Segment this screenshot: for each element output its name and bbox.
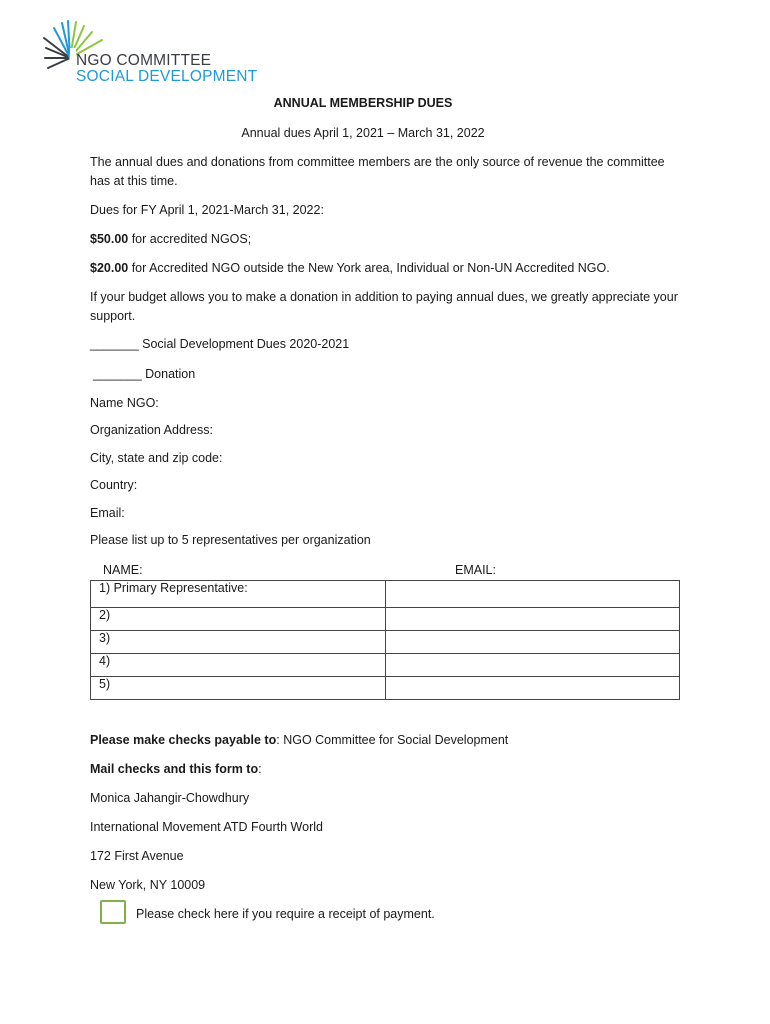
rep-name-cell-3[interactable]: 3) bbox=[91, 631, 386, 654]
table-name-header: NAME: bbox=[103, 563, 143, 577]
donation-note: If your budget allows you to make a donation in addition to paying annual dues, we greatly appreciate your support. bbox=[90, 290, 678, 323]
dues-desc-1: for accredited NGOS; bbox=[128, 232, 252, 246]
rep-name-cell-4[interactable]: 4) bbox=[91, 654, 386, 677]
rep-email-cell-1[interactable] bbox=[386, 581, 680, 608]
page-subtitle: Annual dues April 1, 2021 – March 31, 2022 bbox=[241, 126, 485, 140]
address-line-1: Monica Jahangir-Chowdhury bbox=[90, 791, 250, 805]
city-field[interactable]: City, state and zip code: bbox=[90, 451, 223, 465]
table-row bbox=[91, 677, 680, 700]
payable-line bbox=[90, 733, 508, 747]
rep-name-cell-5[interactable]: 5) bbox=[91, 677, 386, 700]
payable-label: Please make checks payable to bbox=[90, 733, 277, 747]
mail-label: Mail checks and this form to bbox=[90, 762, 259, 776]
rep-name-cell-2[interactable]: 2) bbox=[91, 608, 386, 631]
payable-value: NGO Committee for Social Development bbox=[283, 733, 509, 747]
table-email-header: EMAIL: bbox=[455, 563, 496, 577]
name-ngo-field[interactable]: Name NGO: bbox=[90, 396, 159, 410]
page-title: ANNUAL MEMBERSHIP DUES bbox=[273, 96, 453, 110]
dues-payment-line[interactable]: _______ Social Development Dues 2020-2021 bbox=[90, 337, 350, 351]
table-row bbox=[91, 654, 680, 677]
donation-line[interactable]: _______ Donation bbox=[93, 367, 196, 381]
logo-line-1: NGO COMMITTEE bbox=[76, 52, 212, 69]
dues-heading: Dues for FY April 1, 2021-March 31, 2022: bbox=[90, 203, 324, 217]
reps-instruction: Please list up to 5 representatives per organization bbox=[90, 533, 371, 547]
country-field[interactable]: Country: bbox=[90, 478, 138, 492]
logo-line-2: SOCIAL DEVELOPMENT bbox=[76, 68, 258, 85]
mail-line bbox=[90, 762, 262, 776]
rep-name-cell-1[interactable]: 1) Primary Representative: bbox=[91, 581, 386, 608]
rep-email-cell-2[interactable] bbox=[386, 608, 680, 631]
dues-amount-1: $50.00 bbox=[90, 232, 129, 246]
representatives-table bbox=[90, 580, 680, 700]
dues-desc-2: for Accredited NGO outside the New York area, Individual or Non-UN Accredited NGO. bbox=[128, 261, 610, 275]
mail-sep: : bbox=[258, 762, 262, 776]
rep-email-cell-3[interactable] bbox=[386, 631, 680, 654]
receipt-checkbox[interactable] bbox=[100, 900, 126, 924]
email-field[interactable]: Email: bbox=[90, 506, 125, 520]
address-field[interactable]: Organization Address: bbox=[90, 423, 213, 437]
address-line-3: 172 First Avenue bbox=[90, 849, 184, 863]
intro-paragraph: The annual dues and donations from committee members are the only source of revenue the committee has at this time. bbox=[90, 155, 665, 188]
rep-email-cell-5[interactable] bbox=[386, 677, 680, 700]
dues-item-1 bbox=[90, 230, 680, 249]
rep-email-cell-4[interactable] bbox=[386, 654, 680, 677]
table-row bbox=[91, 608, 680, 631]
table-row bbox=[91, 581, 680, 608]
address-line-4: New York, NY 10009 bbox=[90, 878, 206, 892]
dues-amount-2: $20.00 bbox=[90, 261, 129, 275]
dues-item-2 bbox=[90, 259, 680, 278]
payable-sep: : bbox=[276, 733, 284, 747]
receipt-label: Please check here if you require a receipt of payment. bbox=[136, 907, 435, 921]
address-line-2: International Movement ATD Fourth World bbox=[90, 820, 323, 834]
table-row bbox=[91, 631, 680, 654]
ngo-committee-logo bbox=[40, 18, 258, 88]
